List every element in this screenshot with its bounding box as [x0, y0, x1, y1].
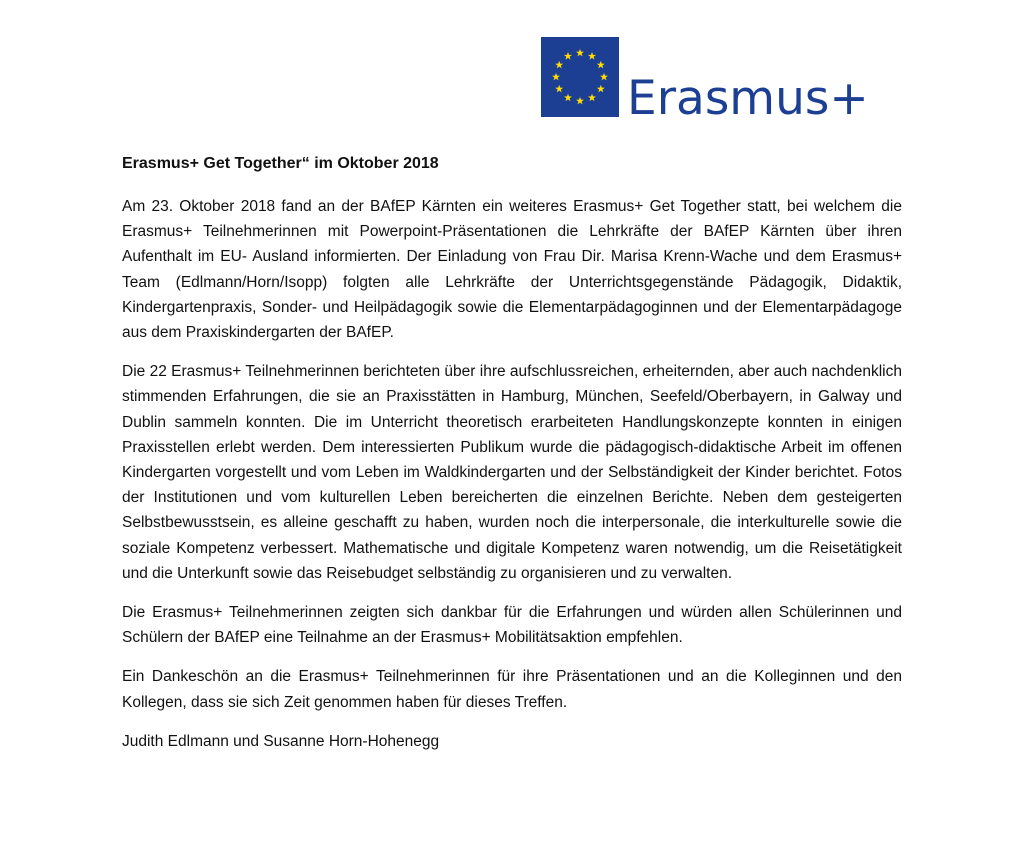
document-title: Erasmus+ Get Together“ im Oktober 2018 — [122, 155, 439, 172]
paragraph-intro: Am 23. Oktober 2018 fand an der BAfEP Kärnten ein weiteres Erasmus+ Get Together statt, bei welchem die Erasmus+ Teilnehmerinnen mit Powerpoint-Präsentationen die Lehrkräfte der BAfEP Kärnten über ihren Aufenthalt im EU- Ausland informierten. Der Einladung von Frau Dir. Marisa Krenn-Wache und dem Erasmus+ Team (Edlmann/Horn/Isopp) folgten alle Lehrkräfte der Unterrichtsgegenstände Pädagogik, Didaktik, Kindergartenpraxis, Sonder- und Heilpädagogik sowie die Elementarpädagoginnen und der Elementarpädagoge aus dem Praxiskindergarten der BAfEP. — [122, 198, 902, 342]
paragraph-gratitude: Die Erasmus+ Teilnehmerinnen zeigten sich dankbar für die Erfahrungen und würden allen Schülerinnen und Schülern der BAfEP eine Teilnahme an der Erasmus+ Mobilitätsaktion empfehlen. — [122, 604, 902, 647]
paragraph-thanks: Ein Dankeschön an die Erasmus+ Teilnehmerinnen für ihre Präsentationen und an die Kolleginnen und den Kollegen, dass sie sich Zeit genommen haben für dieses Treffen. — [122, 668, 902, 711]
paragraph-experiences: Die 22 Erasmus+ Teilnehmerinnen berichteten über ihre aufschlussreichen, erheiternden, aber auch nachdenklich stimmenden Erfahrungen, die sie an Praxisstätten in Hamburg, München, Seefeld/Oberbayern, in Galway und Dublin sammeln konnten. Die im Unterricht theoretisch erarbeiteten Handlungskonzepte konnten in einigen Praxisstellen erlebt werden. Dem interessierten Publikum wurde die pädagogisch-didaktische Arbeit im offenen Kindergarten vorgestellt und vom Leben im Waldkindergarten und der Selbständigkeit der Kinder berichtet. Fotos der Institutionen und vom kulturellen Leben bereicherten die einzelnen Berichte. Neben dem gesteigerten Selbstbewusstsein, es alleine geschafft zu haben, wurden noch die interpersonale, die interkulturelle sowie die soziale Kompetenz verbessert. Mathematische und digitale Kompetenz waren notwendig, um die Reisetätigkeit und die Unterkunft sowie das Reisebudget selbständig zu organisieren und zu verwalten. — [122, 363, 902, 582]
erasmus-plus-logo — [541, 37, 869, 126]
document-body — [122, 152, 902, 754]
logo-wordmark: Erasmus+ — [627, 71, 869, 126]
document-signature: Judith Edlmann und Susanne Horn-Hohenegg — [122, 732, 440, 750]
eu-flag-logo-graphic — [541, 37, 869, 126]
